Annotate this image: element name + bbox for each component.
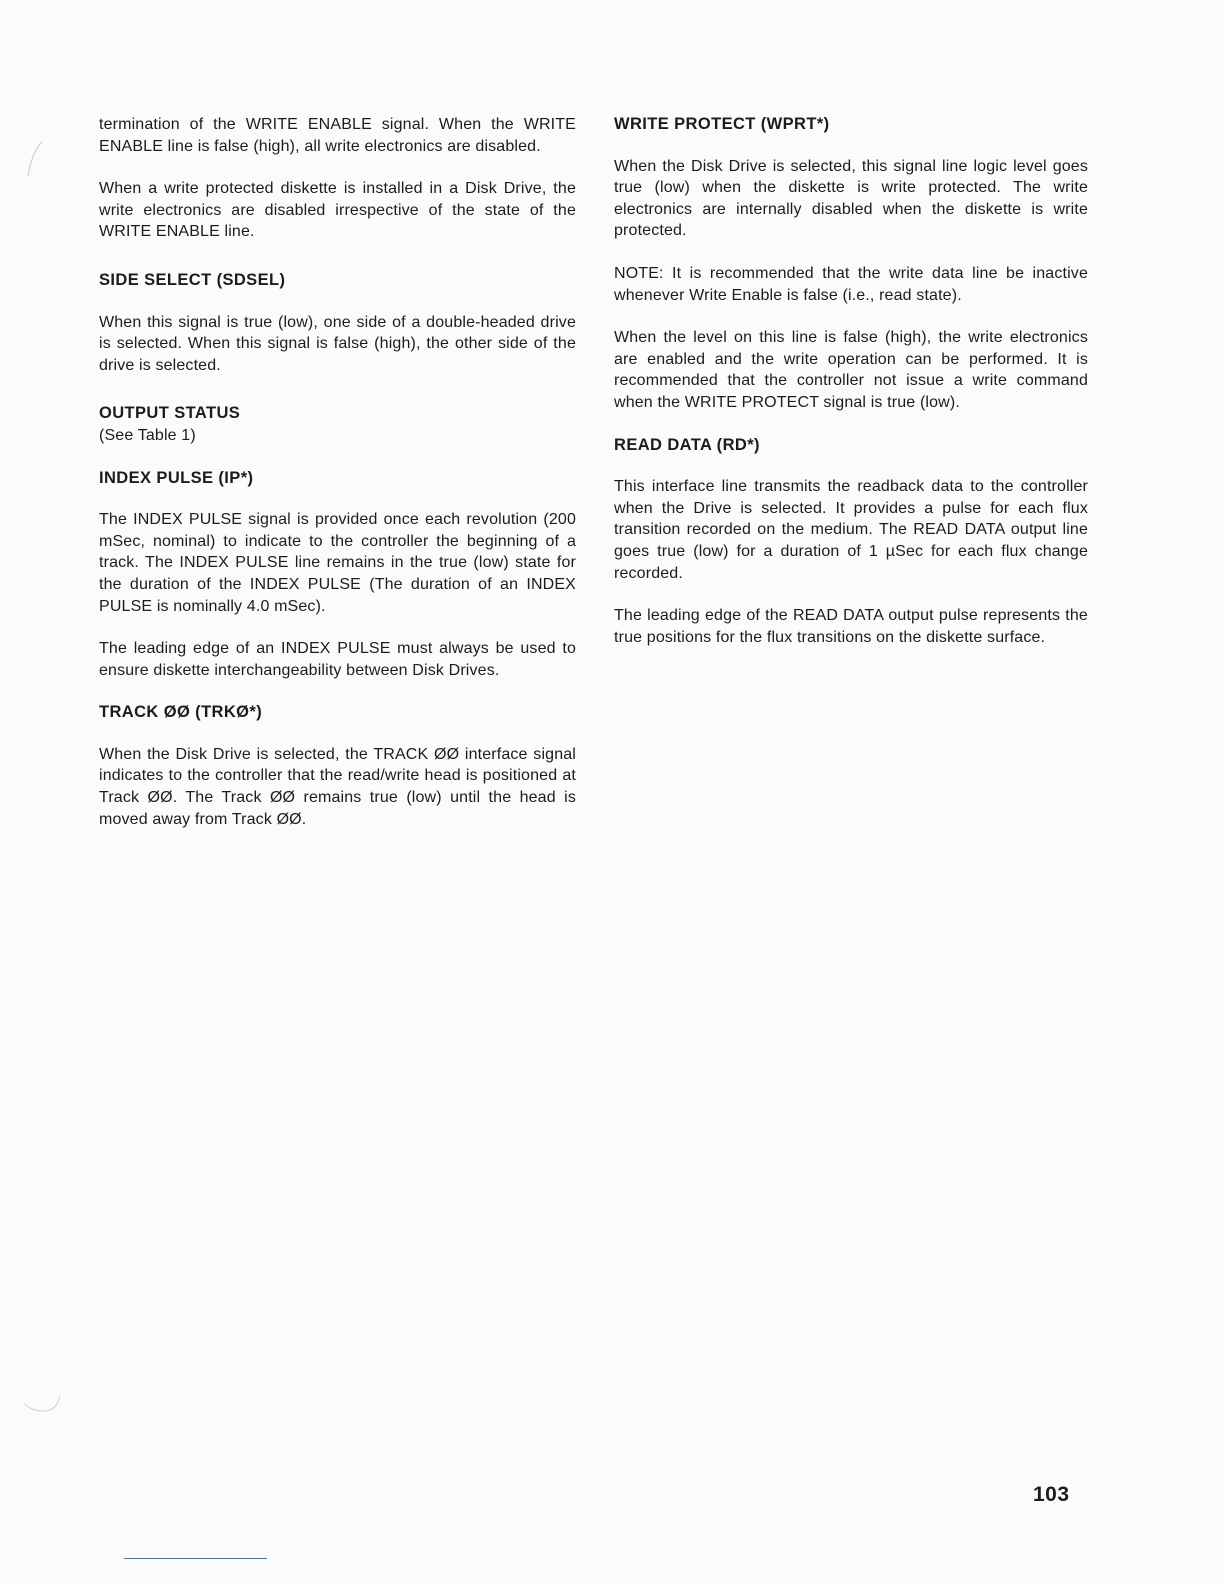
heading-read-data: READ DATA (RD*) [614, 435, 760, 454]
paragraph-track-00: When the Disk Drive is selected, the TRACK ØØ interface signal indicates to the controller that the read/write head is positioned at Track ØØ. The Track ØØ remains true (low) until the head is moved away from Track ØØ. [99, 745, 576, 828]
paragraph-write-protect: When the Disk Drive is selected, this signal line logic level goes true (low) when the diskette is write protected. The write electronics are internally disabled when the diskette is write protected. [614, 157, 1088, 240]
paragraph-index-pulse: The INDEX PULSE signal is provided once each revolution (200 mSec, nominal) to indicate to the controller the beginning of a track. The INDEX PULSE line remains in the true (low) state for the duration of the INDEX PULSE (The duration of an INDEX PULSE is nominally 4.0 mSec). [99, 511, 576, 615]
paragraph-read-data-leading-edge: The leading edge of the READ DATA output pulse represents the true positions for the flux transitions on the diskette surface. [614, 607, 1088, 646]
output-status-table-reference: (See Table 1) [99, 426, 196, 444]
right-column [614, 114, 1088, 648]
margin-pencil-mark-lower [22, 1392, 64, 1418]
paragraph-write-enable-termination: termination of the WRITE ENABLE signal. When the WRITE ENABLE line is false (high), all write electronics are disabled. [99, 116, 576, 155]
heading-index-pulse: INDEX PULSE (IP*) [99, 468, 254, 487]
paragraph-index-pulse-leading-edge: The leading edge of an INDEX PULSE must always be used to ensure diskette interchangeability between Disk Drives. [99, 640, 576, 679]
note-write-data-line: NOTE: It is recommended that the write data line be inactive whenever Write Enable is false (i.e., read state). [614, 264, 1088, 304]
heading-write-protect: WRITE PROTECT (WPRT*) [614, 115, 830, 133]
left-column [99, 114, 576, 830]
heading-output-status: OUTPUT STATUS [99, 404, 241, 423]
footer-rule [124, 1558, 267, 1559]
paragraph-write-protect-level: When the level on this line is false (high), the write electronics are enabled and the write operation can be performed. It is recommended that the controller not issue a write command when the WRITE PROTECT signal is true (low). [614, 329, 1088, 411]
paragraph-side-select: When this signal is true (low), one side of a double-headed drive is selected. When this signal is false (high), the other side of the drive is selected. [99, 313, 576, 374]
page-number: 103 [1033, 1483, 1070, 1506]
paragraph-write-protected-diskette: When a write protected diskette is installed in a Disk Drive, the write electronics are disabled irrespective of the state of the WRITE ENABLE line. [99, 180, 576, 241]
heading-side-select: SIDE SELECT (SDSEL) [99, 270, 286, 289]
margin-pencil-mark [24, 140, 44, 180]
heading-track-00: TRACK ØØ (TRKØ*) [99, 703, 263, 722]
paragraph-read-data: This interface line transmits the readback data to the controller when the Drive is selected. It provides a pulse for each flux transition recorded on the medium. The READ DATA output line goes true (low) for a duration of 1 µSec for each flux change recorded. [614, 478, 1088, 582]
